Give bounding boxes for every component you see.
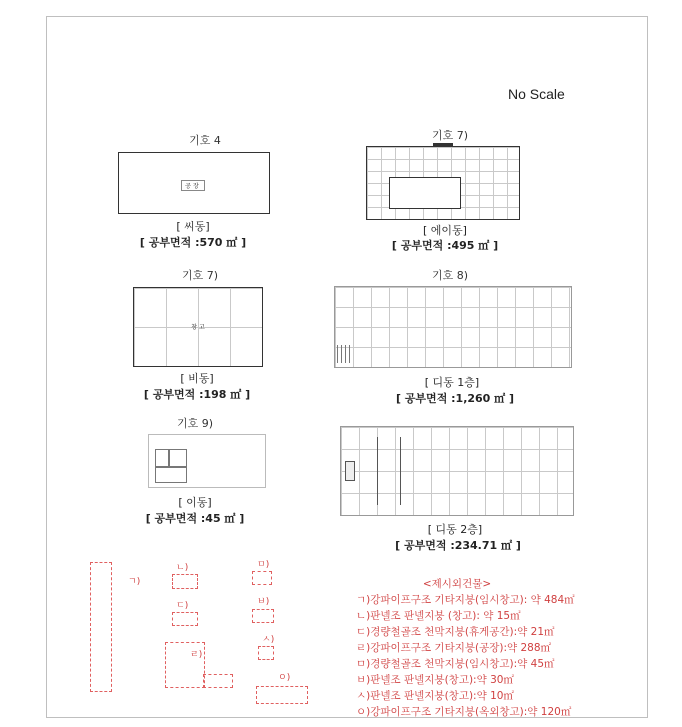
- ssi-plan: [118, 152, 270, 214]
- bi-code: 기호 7): [181, 269, 219, 282]
- i-room-2: [169, 449, 187, 467]
- outbuilding-m: [252, 571, 272, 585]
- legend-item-n: ㄴ)판넬조 판넬지붕 (창고): 약 15㎡: [356, 610, 521, 622]
- di1-stair: [337, 345, 353, 363]
- ei-entrance-mark: [433, 143, 453, 147]
- outbuilding-s: [258, 646, 274, 660]
- outbuilding-g: [90, 562, 112, 692]
- ei-inner-room: [389, 177, 461, 209]
- legend-item-d: ㄷ)경량철골조 천막지붕(휴게공간):약 21㎡: [356, 626, 555, 638]
- ssi-code: 기호 4: [189, 134, 221, 147]
- ei-area: [ 공부면적 :495 ㎡ ]: [391, 239, 499, 252]
- legend-item-s: ㅅ)판넬조 판넬지붕(창고):약 10㎡: [356, 690, 514, 702]
- bi-area: [ 공부면적 :198 ㎡ ]: [143, 388, 251, 401]
- di1-code: 기호 8): [431, 269, 469, 282]
- i-plan: [148, 434, 266, 488]
- outbuilding-n: [172, 574, 198, 589]
- outbuilding-s-label: ㅅ): [262, 635, 275, 645]
- outbuilding-d: [172, 612, 198, 626]
- legend-item-b: ㅂ)판넬조 판넬지붕(창고):약 30㎡: [356, 674, 514, 686]
- i-room-3: [155, 467, 187, 483]
- legend-item-g: ㄱ)강파이프구조 기타지붕(임시창고): 약 484㎡: [356, 594, 575, 606]
- ssi-name: [ 씨동]: [176, 220, 210, 233]
- i-code: 기호 9): [176, 417, 214, 430]
- di2-name: [ 디동 2층]: [427, 523, 483, 536]
- ei-plan: [366, 146, 520, 220]
- di2-core: [345, 461, 355, 481]
- ei-name: [ 에이동]: [423, 224, 467, 237]
- di1-name: [ 디동 1층]: [424, 376, 480, 389]
- outbuilding-o-label: ㅇ): [278, 673, 291, 683]
- outbuilding-d-label: ㄷ): [176, 601, 189, 611]
- i-name: [ 이동]: [178, 496, 212, 509]
- outbuilding-r-label: ㄹ): [190, 650, 203, 660]
- ssi-area: [ 공부면적 :570 ㎡ ]: [139, 236, 247, 249]
- legend-list: [356, 592, 606, 720]
- di1-plan: [334, 286, 572, 368]
- di2-area: [ 공부면적 :234.71 ㎡ ]: [395, 539, 521, 552]
- bi-name: [ 비동]: [180, 372, 214, 385]
- di2-corridor: [377, 437, 401, 505]
- i-area: [ 공부면적 :45 ㎡ ]: [145, 512, 245, 525]
- outbuilding-r-wing: [203, 674, 233, 688]
- bi-room-label: 창 고: [191, 324, 205, 331]
- outbuilding-b: [252, 609, 274, 623]
- legend-item-m: ㅁ)경량철골조 천막지붕(임시창고):약 45㎡: [356, 658, 555, 670]
- outbuilding-m-label: ㅁ): [257, 560, 270, 570]
- ei-code: 기호 7): [431, 129, 469, 142]
- legend-title: <제시외건물>: [422, 578, 492, 590]
- di1-area: [ 공부면적 :1,260 ㎡ ]: [395, 392, 515, 405]
- outbuilding-n-label: ㄴ): [176, 563, 189, 573]
- ssi-room-label: 공 장: [185, 183, 199, 190]
- outbuilding-o: [256, 686, 308, 704]
- outbuilding-b-label: ㅂ): [257, 597, 270, 607]
- no-scale-note: No Scale: [508, 86, 565, 102]
- bi-plan: [133, 287, 263, 367]
- di2-plan: [340, 426, 574, 516]
- legend-item-o: ㅇ)강파이프구조 기타지붕(옥외창고):약 120㎡: [356, 706, 572, 718]
- legend-item-r: ㄹ)강파이프구조 기타지붕(공장):약 288㎡: [356, 642, 552, 654]
- i-room-1: [155, 449, 169, 467]
- outbuilding-g-label: ㄱ): [128, 577, 141, 587]
